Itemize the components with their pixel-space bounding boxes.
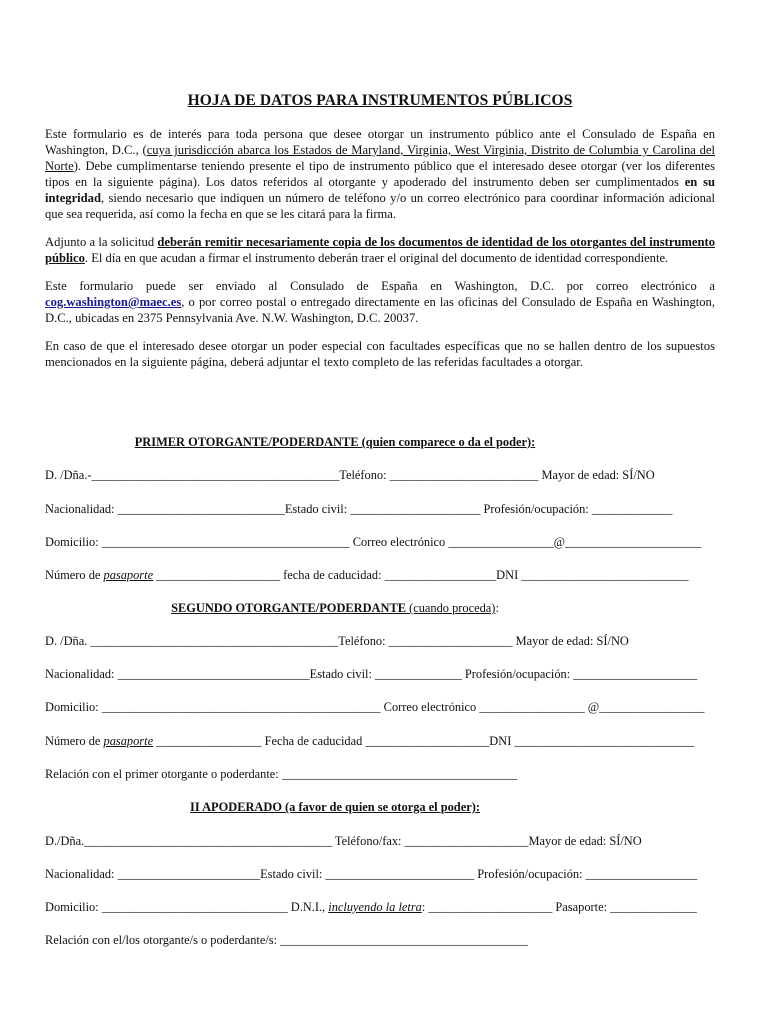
text-span: _________________ Fecha de caducidad ____________________DNI _____________________________	[153, 734, 695, 748]
section3-title	[0, 800, 670, 815]
section2-name-row[interactable]: D. /Dña. ________________________________________Teléfono: ____________________ Mayor de edad: SÍ/NO	[45, 634, 629, 648]
text-span: Este formulario puede ser enviado al Consulado de España en Washington, D.C. por correo electrónico a	[45, 279, 715, 293]
section1-title	[0, 435, 670, 450]
document-page	[45, 92, 715, 382]
section2-title-colon: :	[495, 601, 499, 615]
text-span: : ____________________ Pasaporte: ______________	[421, 900, 697, 914]
text-span: Domicilio: ______________________________ D.N.I.,	[45, 900, 329, 914]
text-span: , siendo necesario que indiquen un número de teléfono y/o un correo electrónico para coordinar información adicional que sea requerida, así como la fecha en que se les citará para la firma.	[45, 191, 715, 221]
italic-text: pasaporte	[103, 568, 154, 582]
text-span: . El día en que acudan a firmar el instrumento deberán traer el original del documento de identidad correspondiente.	[84, 251, 669, 265]
text-span: Número de	[45, 568, 104, 582]
intro-paragraph-2	[45, 234, 715, 266]
document-title: HOJA DE DATOS PARA INSTRUMENTOS PÚBLICOS	[187, 92, 573, 109]
text-span: ____________________ fecha de caducidad: __________________DNI ___________________________	[153, 568, 689, 582]
jurisdiction-text: cuya jurisdicción abarca los Estados de Maryland, Virginia, West Virginia, Distrito de Columbia y Carolina del Norte	[45, 143, 716, 173]
italic-text: incluyendo la letra	[328, 900, 422, 914]
section3-nationality-row[interactable]: Nacionalidad: _______________________Estado civil: ________________________ Profesión/ocupación: __________________	[45, 867, 698, 881]
section2-relation-row[interactable]: Relación con el primer otorgante o poderdante: ______________________________________	[45, 767, 518, 781]
italic-text: pasaporte	[103, 734, 154, 748]
text-span: ). Debe cumplimentarse teniendo presente el tipo de instrumento público que el interesado desee otorgar (ver los diferentes tipos en la siguiente página). Los datos referidos al otorgante y apoderado del instrumento deben ser cumplimentados	[45, 159, 715, 189]
text-span: Este formulario es de interés para toda persona que desee otorgar un instrumento público ante el Consulado de España en Washington, D.C., (	[45, 127, 715, 157]
section2-title	[0, 601, 670, 616]
bold-underlined-text: deberán remitir necesariamente copia de los documentos de identidad de los otorgantes del instrumento público	[45, 235, 715, 265]
section1-address-row[interactable]: Domicilio: ________________________________________ Correo electrónico _________________@______________________	[45, 535, 702, 549]
section1-passport-row[interactable]	[45, 568, 715, 583]
section1-title-text: PRIMER OTORGANTE/PODERDANTE (quien comparece o da el poder):	[134, 435, 536, 449]
section3-name-row[interactable]: D./Dña.________________________________________ Teléfono/fax: ____________________Mayor de edad: SÍ/NO	[45, 834, 642, 848]
section1-name-row[interactable]: D. /Dña.-________________________________________Teléfono: ________________________ Mayor de edad: SÍ/NO	[45, 468, 655, 482]
text-span: , o por correo postal o entregado directamente en las oficinas del Consulado de España en Washington, D.C., ubicadas en 2375 Pennsylvania Ave. N.W. Washington, D.C. 20037.	[45, 295, 715, 325]
section2-nationality-row[interactable]: Nacionalidad: _______________________________Estado civil: ______________ Profesión/ocupación: ____________________	[45, 667, 698, 681]
section3-title-text: II APODERADO (a favor de quien se otorga el poder):	[190, 800, 480, 814]
section3-relation-row[interactable]: Relación con el/los otorgante/s o poderdante/s: ________________________________________	[45, 933, 528, 947]
email-link[interactable]: cog.washington@maec.es	[45, 295, 182, 309]
text-span: Número de	[45, 734, 104, 748]
section2-title-normal: (cuando proceda)	[405, 601, 496, 615]
intro-paragraph-1	[45, 126, 715, 222]
text-span: Adjunto a la solicitud	[45, 235, 158, 249]
section2-title-bold: SEGUNDO OTORGANTE/PODERDANTE	[171, 601, 406, 615]
section2-address-row[interactable]: Domicilio: _____________________________________________ Correo electrónico _________________ @_________________	[45, 700, 705, 714]
intro-paragraph-4: En caso de que el interesado desee otorgar un poder especial con facultades específicas que no se hallen dentro de los supuestos mencionados en la siguiente página, deberá adjuntar el texto completo de las referidas facultades a otorgar.	[45, 339, 715, 369]
section3-address-row[interactable]	[45, 900, 715, 915]
section1-nationality-row[interactable]: Nacionalidad: ___________________________Estado civil: _____________________ Profesión/ocupación: _____________	[45, 502, 673, 516]
intro-paragraph-3	[45, 278, 715, 326]
bold-text: en su integridad	[45, 175, 716, 205]
section2-passport-row[interactable]	[45, 734, 715, 749]
